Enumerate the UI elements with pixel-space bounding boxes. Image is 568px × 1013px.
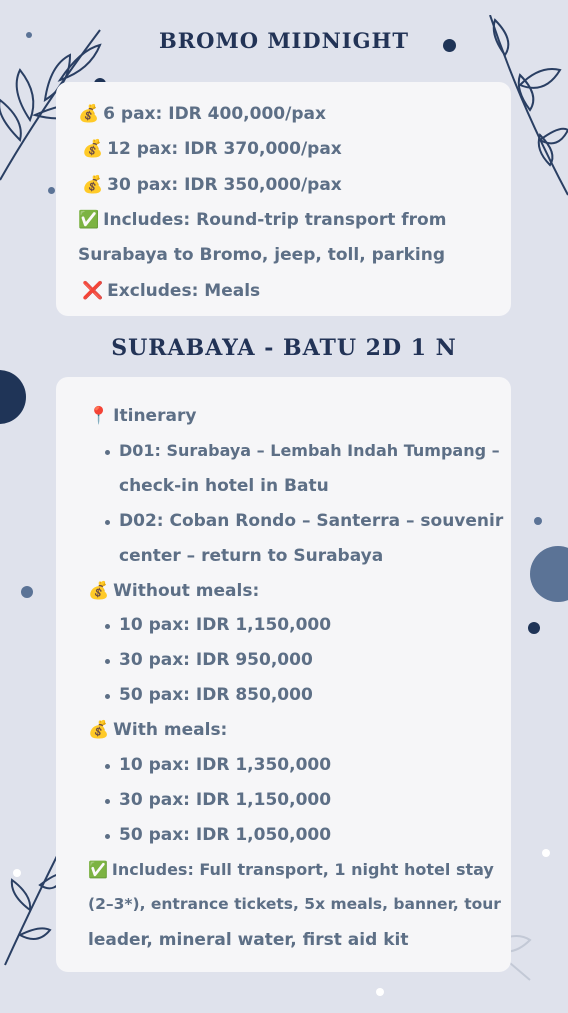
decorative-dot <box>534 517 542 525</box>
price-item: 30 pax: IDR 1,150,000 <box>119 790 332 810</box>
price-item: 30 pax: IDR 950,000 <box>119 650 313 670</box>
bullet-dot <box>105 694 110 699</box>
check-mark-icon: ✅ <box>88 860 108 879</box>
price-item: 10 pax: IDR 1,350,000 <box>119 755 332 775</box>
section-title-bromo: BROMO MIDNIGHT <box>158 28 410 53</box>
money-bag-icon: 💰 <box>88 581 110 601</box>
itinerary-day2: D02: Coban Rondo – Santerra – souvenir <box>119 511 504 531</box>
bullet-dot <box>105 520 110 525</box>
surabaya-batu-card <box>56 377 511 972</box>
money-bag-icon: 💰 <box>88 720 110 740</box>
money-bag-icon: 💰 <box>82 139 104 159</box>
itinerary-day1-cont: check-in hotel in Batu <box>119 476 329 496</box>
with-meals-heading: 💰 With meals: <box>88 720 228 740</box>
bullet-dot <box>105 764 110 769</box>
bullet-dot <box>105 450 110 455</box>
price-item: 10 pax: IDR 1,150,000 <box>119 615 332 635</box>
includes-line: (2–3*), entrance tickets, 5x meals, banner, tour <box>88 895 501 913</box>
itinerary-day1: D01: Surabaya – Lembah Indah Tumpang – <box>119 441 500 460</box>
price-item: 50 pax: IDR 850,000 <box>119 685 313 705</box>
decorative-dot <box>376 988 384 996</box>
money-bag-icon: 💰 <box>78 104 100 124</box>
price-line: 💰 6 pax: IDR 400,000/pax <box>78 104 326 124</box>
decorative-dot <box>48 187 55 194</box>
includes-line: Surabaya to Bromo, jeep, toll, parking <box>78 245 446 265</box>
bullet-dot <box>105 799 110 804</box>
decorative-dot <box>0 370 26 424</box>
price-line: 💰 30 pax: IDR 350,000/pax <box>82 175 342 195</box>
excludes-line: ❌ Excludes: Meals <box>82 281 261 301</box>
decorative-dot <box>530 546 568 602</box>
cross-mark-icon: ❌ <box>82 281 104 301</box>
itinerary-heading: 📍 Itinerary <box>88 406 197 426</box>
itinerary-day2-cont: center – return to Surabaya <box>119 546 384 566</box>
section-title-surabaya-batu: SURABAYA - BATU 2D 1 N <box>111 335 457 361</box>
bullet-dot <box>105 834 110 839</box>
decorative-dot <box>542 849 550 857</box>
money-bag-icon: 💰 <box>82 175 104 195</box>
bullet-dot <box>105 659 110 664</box>
includes-line: leader, mineral water, first aid kit <box>88 930 409 950</box>
price-item: 50 pax: IDR 1,050,000 <box>119 825 332 845</box>
without-meals-heading: 💰 Without meals: <box>88 581 260 601</box>
decorative-dot <box>13 869 21 877</box>
price-line: 💰 12 pax: IDR 370,000/pax <box>82 139 342 159</box>
includes-line: ✅ Includes: Full transport, 1 night hotel stay <box>88 860 494 879</box>
decorative-dot <box>21 586 33 598</box>
decorative-dot <box>528 622 540 634</box>
pin-icon: 📍 <box>88 406 110 426</box>
includes-line: ✅ Includes: Round-trip transport from <box>78 210 447 230</box>
check-mark-icon: ✅ <box>78 210 100 230</box>
bullet-dot <box>105 624 110 629</box>
